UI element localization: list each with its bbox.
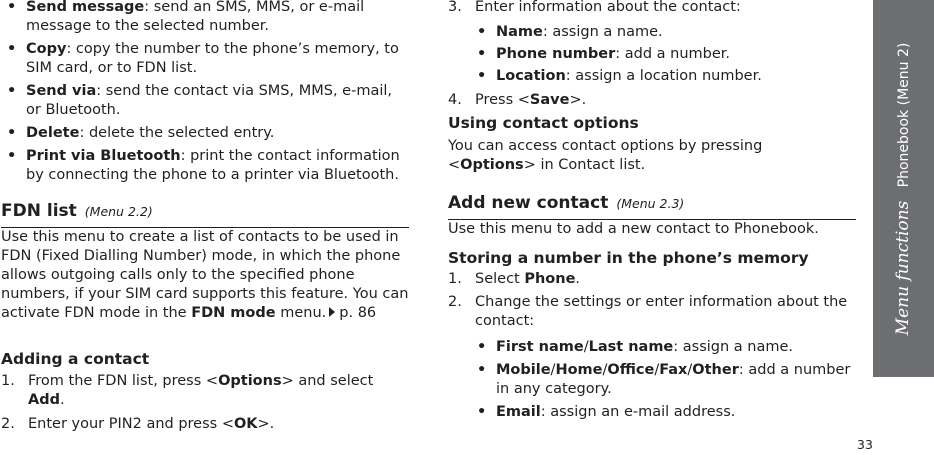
fdn-step-2: 2. Enter your PIN2 and press <OK>. bbox=[1, 416, 275, 432]
bullet-delete: • Delete: delete the selected entry. bbox=[7, 125, 275, 141]
adding-contact-heading: Adding a contact bbox=[1, 350, 150, 368]
bullet-copy: • Copy: copy the number to the phone’s memory, to SIM card, or to FDN list. bbox=[7, 41, 399, 76]
fdn-menu-ref: (Menu 2.2) bbox=[84, 204, 153, 219]
bullet-send-via: • Send via: send the contact via SMS, MMS, e-mail, or Bluetooth. bbox=[7, 83, 392, 118]
subsection-title: Phonebook (Menu 2) bbox=[895, 42, 912, 187]
bullet-print-via-bluetooth: • Print via Bluetooth: print the contact information by connecting the phone to a printer via Bluetooth. bbox=[7, 148, 400, 183]
section-title: Menu functions bbox=[892, 200, 913, 335]
add-new-contact-heading: Add new contact (Menu 2.3) bbox=[448, 192, 856, 220]
bullet-email: • Email: assign an e-mail address. bbox=[477, 404, 736, 420]
storing-number-heading: Storing a number in the phone’s memory bbox=[448, 249, 809, 267]
section-side-tab bbox=[873, 0, 934, 377]
using-contact-options-description: You can access contact options by pressing <Options> in Contact list. bbox=[448, 138, 763, 173]
bullet-location: • Location: assign a location number. bbox=[477, 68, 762, 84]
page-ref-arrow-icon bbox=[329, 307, 335, 317]
bullet-first-last-name: • First name/Last name: assign a name. bbox=[477, 339, 794, 355]
fdn-step-4: 4. Press <Save>. bbox=[448, 92, 587, 108]
fdn-list-heading: FDN list (Menu 2.2) bbox=[1, 200, 409, 228]
fdn-step-1: 1. From the FDN list, press <Options> and select Add. bbox=[1, 373, 374, 408]
fdn-description: Use this menu to create a list of contacts to be used in FDN (Fixed Dialling Number) mode, in which the phone allows outgoing calls only to the specified phone numbers, if your SIM card supports this feature. You can activate FDN mode in the FDN mode menu. p. 86 bbox=[1, 229, 409, 321]
side-tab-label bbox=[894, 42, 914, 335]
store-step-2: 2. Change the settings or enter information about the contact: bbox=[448, 294, 848, 329]
add-new-contact-description: Use this menu to add a new contact to Phonebook. bbox=[448, 221, 819, 237]
add-contact-menu-ref: (Menu 2.3) bbox=[616, 196, 685, 211]
bullet-phone-number: • Phone number: add a number. bbox=[477, 46, 731, 62]
bullet-name: • Name: assign a name. bbox=[477, 24, 663, 40]
using-contact-options-heading: Using contact options bbox=[448, 114, 639, 132]
page-number: 33 bbox=[857, 437, 873, 452]
store-step-1: 1. Select Phone. bbox=[448, 271, 581, 287]
bullet-number-categories: • Mobile/Home/Office/Fax/Other: add a number in any category. bbox=[477, 362, 851, 397]
fdn-step-3: 3. Enter information about the contact: bbox=[448, 0, 741, 15]
bullet-send-message: • Send message: send an SMS, MMS, or e-mail message to the selected number. bbox=[7, 0, 365, 34]
